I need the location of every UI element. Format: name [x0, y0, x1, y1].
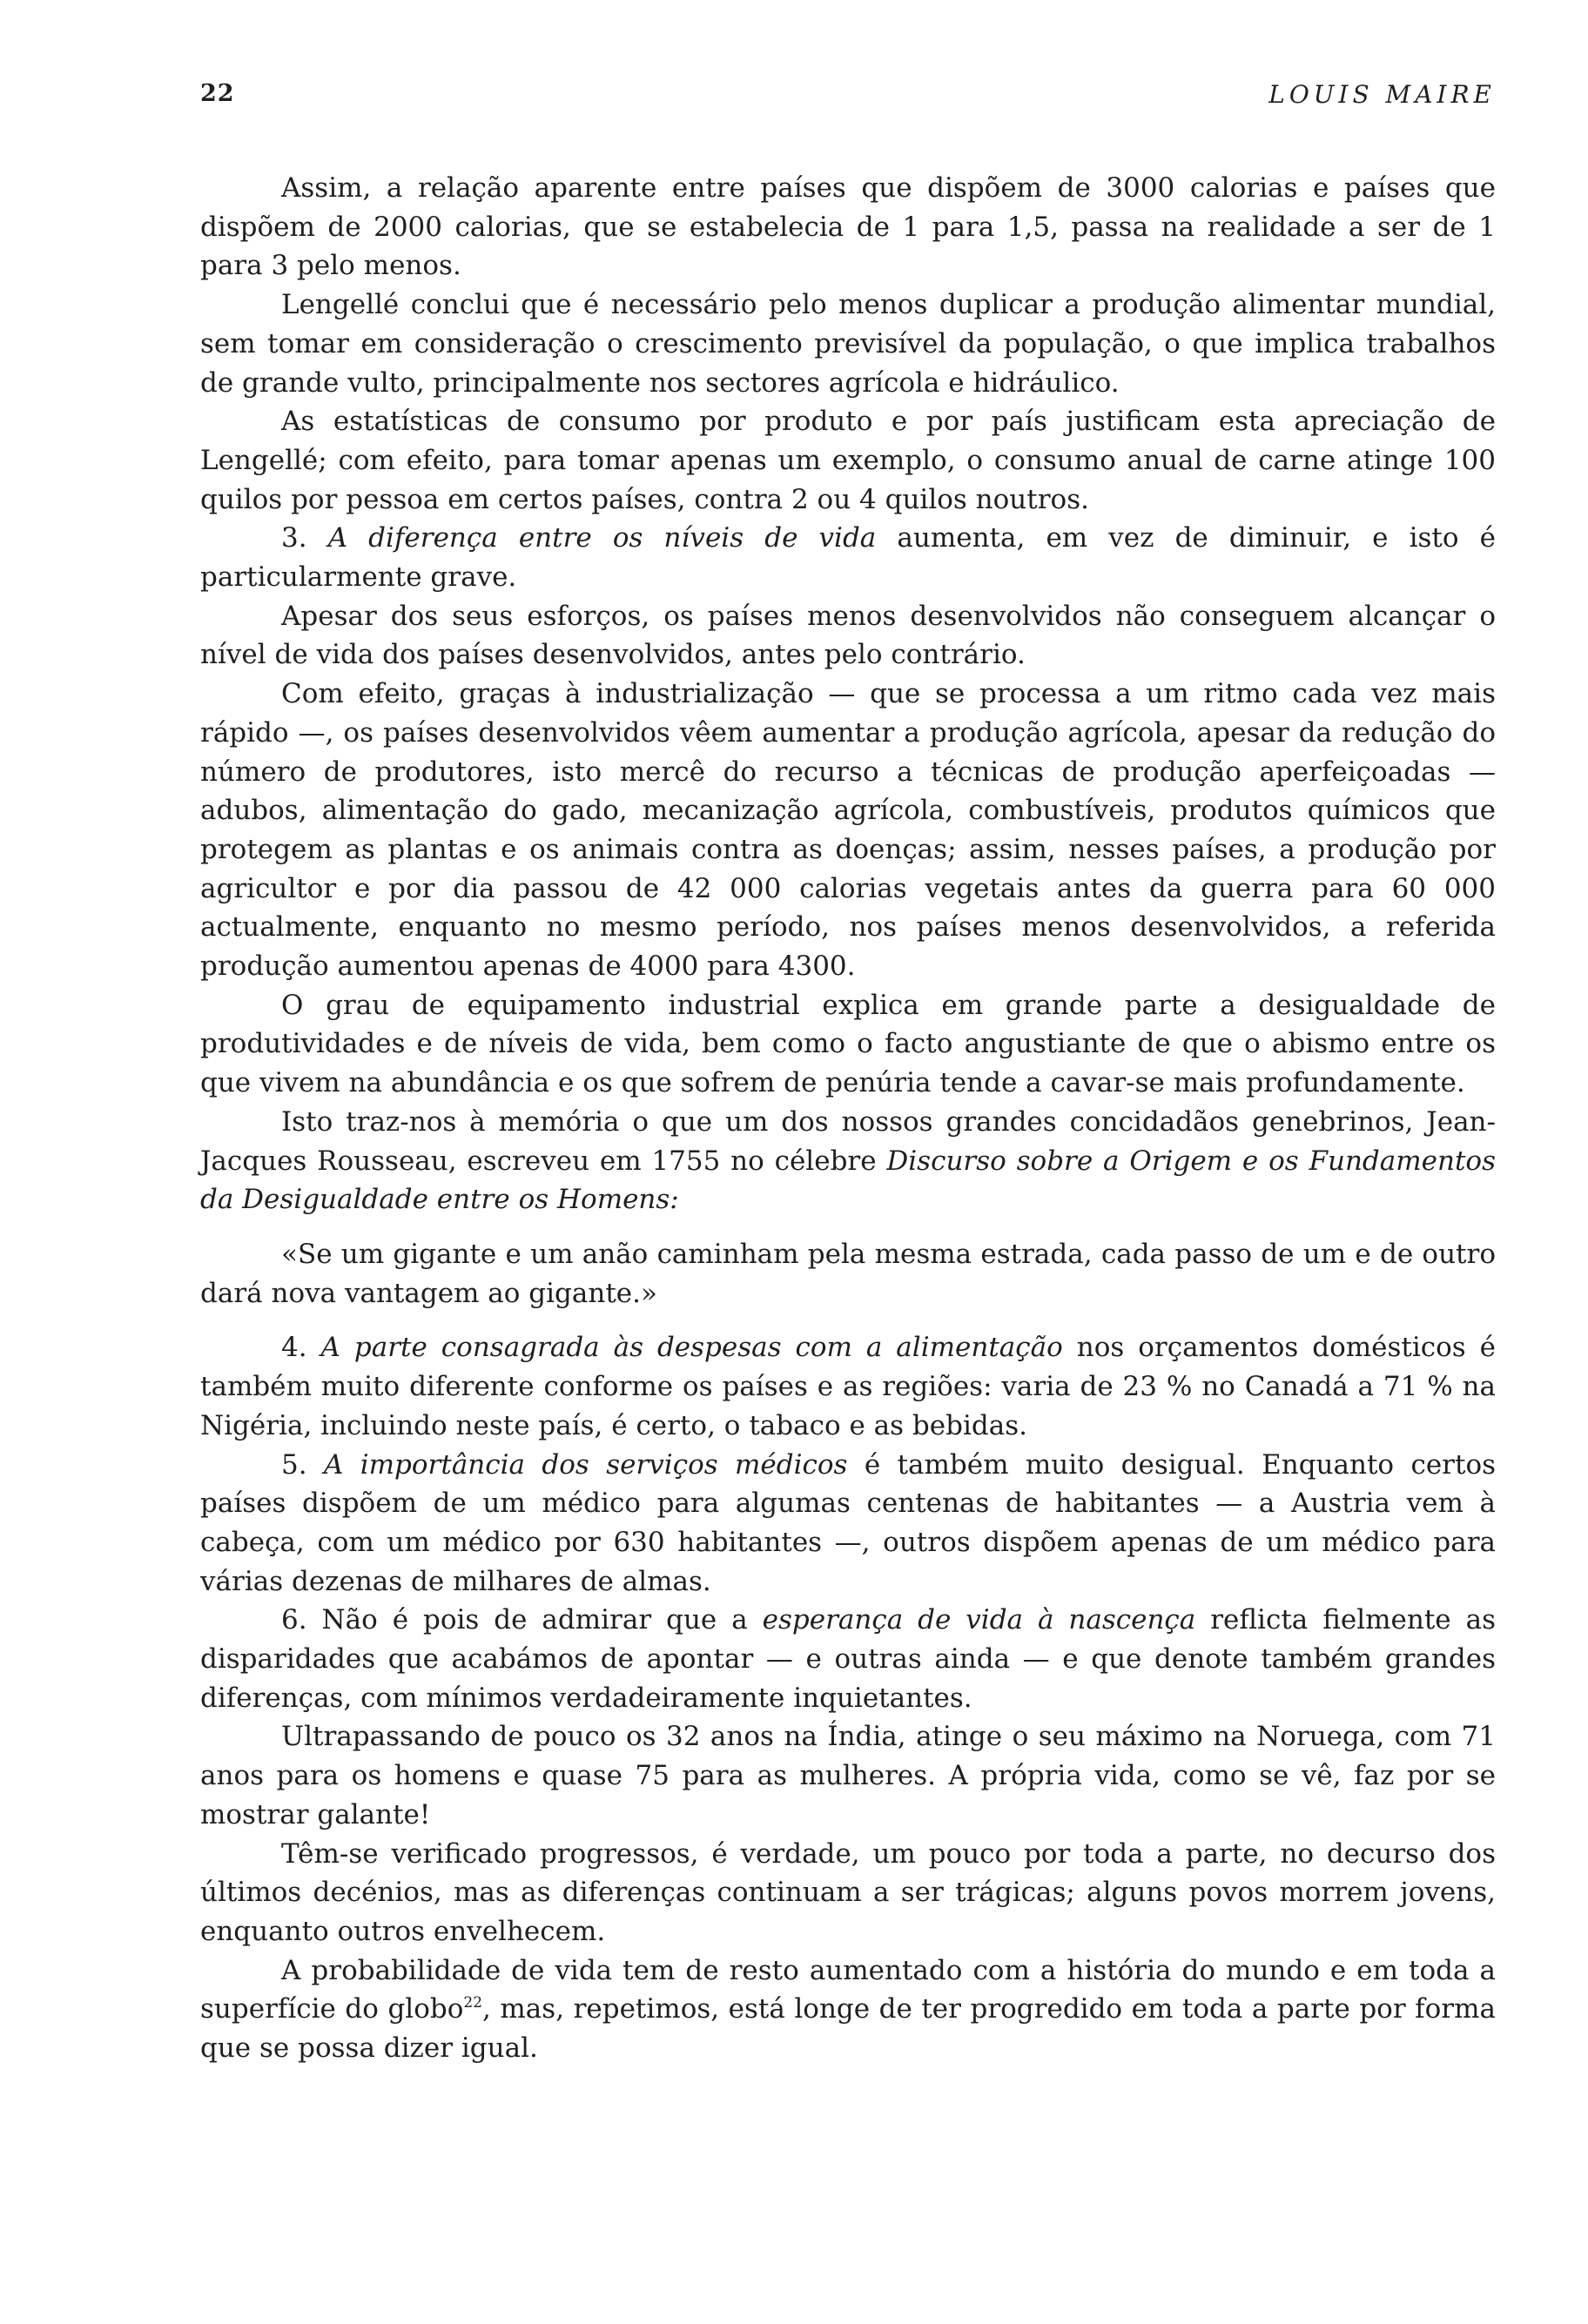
body-text [200, 169, 1496, 2068]
paragraph-text: A probabilidade de vida tem de resto aumentado com a história do mundo e em toda a superfície do globo [200, 1954, 1496, 2025]
paragraph: Com efeito, graças à industrialização — que se processa a um ritmo cada vez mais rápido —, os países desenvolvidos vêem aumentar a produção agrícola, apesar da redução do número de produtores, isto mercê do recurso a técnicas de produção aperfeiçoadas — adubos, alimentação do gado, mecanização agrícola, combustíveis, produtos químicos que protegem as plantas e os animais contra as doenças; assim, nesses países, a produção por agricultor e por dia passou de 42 000 calorias vegetais antes da guerra para 60 000 actualmente, enquanto no mesmo período, nos países menos desenvolvidos, a referida produção aumentou apenas de 4000 para 4300. [200, 678, 1496, 983]
paragraph-text: reflicta fielmente as disparidades que acabámos de apontar — e outras ainda — e que denote também grandes diferenças, com mínimos verdadeiramente inquietantes. [200, 1604, 1496, 1714]
block-quote: «Se um gigante e um anão caminham pela mesma estrada, cada passo de um e de outro dará nova vantagem ao gigante.» [200, 1238, 1496, 1309]
paragraph: As estatísticas de consumo por produto e por país justificam esta apreciação de Lengellé; com efeito, para tomar apenas um exemplo, o consumo anual de carne atinge 100 quilos por pessoa em certos países, contra 2 ou 4 quilos noutros. [200, 406, 1496, 515]
emphasis: A importância dos serviços médicos [323, 1448, 848, 1481]
paragraph: Têm-se verificado progressos, é verdade, um pouco por toda a parte, no decurso dos últimos decénios, mas as diferenças continuam a ser trágicas; alguns povos morrem jovens, enquanto outros envelhecem. [200, 1837, 1496, 1947]
paragraph-text: Isto traz-nos à memória o que um dos nossos grandes concidadãos genebrinos, Jean-Jacques Rousseau, escreveu em 1755 no célebre [200, 1105, 1496, 1177]
emphasis: esperança de vida à nascença [762, 1604, 1196, 1636]
item-number: 4. [281, 1332, 307, 1364]
emphasis: A diferença entre os níveis de vida [327, 522, 877, 554]
footnote-reference[interactable]: 22 [463, 1994, 483, 2012]
paragraph [200, 1951, 1496, 2068]
item-number: 5. [281, 1448, 307, 1481]
paragraph-text: , mas, repetimos, está longe de ter progredido em toda a parte por forma que se possa dizer igual. [200, 1993, 1497, 2065]
page-number: 22 [200, 80, 235, 107]
paragraph-text: nos orçamentos domésticos é também muito diferente conforme os países e as regiões: varia de 23 % no Canadá a 71 % na Nigéria, incluindo neste país, é certo, o tabaco e as bebidas. [200, 1332, 1497, 1441]
paragraph [200, 1103, 1496, 1219]
emphasis: A parte consagrada às despesas com a alimentação [320, 1332, 1063, 1364]
paragraph: Lengellé conclui que é necessário pelo menos duplicar a produção alimentar mundial, sem tomar em consideração o crescimento previsível da população, o que implica trabalhos de grande vulto, principalmente nos sectores agrícola e hidráulico. [200, 289, 1496, 399]
running-head: LOUIS MAIRE [1268, 80, 1496, 109]
page-header [200, 80, 1496, 124]
item-number: 3. [281, 522, 307, 554]
paragraph-text: aumenta, em vez de diminuir, e isto é particularmente grave. [200, 522, 1497, 594]
paragraph [200, 1601, 1496, 1717]
paragraph [200, 519, 1496, 596]
paragraph [200, 1328, 1496, 1445]
paragraph: O grau de equipamento industrial explica em grande parte a desigualdade de produtividades e de níveis de vida, bem como o facto angustiante de que o abismo entre os que vivem na abundância e os que sofrem de penúria tende a cavar-se mais profundamente. [200, 989, 1496, 1099]
paragraph-text: 6. Não é pois de admirar que a [281, 1604, 763, 1636]
paragraph-text: é também muito desigual. Enquanto certos países dispõem de um médico para algumas centenas de habitantes — a Austria vem à cabeça, com um médico por 630 habitantes —, outros dispõem apenas de um médico para várias dezenas de milhares de almas. [200, 1448, 1497, 1597]
paragraph: Apesar dos seus esforços, os países menos desenvolvidos não conseguem alcançar o nível de vida dos países desenvolvidos, antes pelo contrário. [200, 600, 1496, 671]
paragraph: Assim, a relação aparente entre países que dispõem de 3000 calorias e países que dispõem de 2000 calorias, que se estabelecia de 1 para 1,5, passa na realidade a ser de 1 para 3 pelo menos. [200, 172, 1496, 282]
book-title: Discurso sobre a Origem e os Fundamentos da Desigualdade entre os Homens: [200, 1145, 1496, 1216]
paragraph [200, 1446, 1496, 1602]
paragraph: Ultrapassando de pouco os 32 anos na Índia, atinge o seu máximo na Noruega, com 71 anos para os homens e quase 75 para as mulheres. A própria vida, como se vê, faz por se mostrar galante! [200, 1721, 1496, 1830]
